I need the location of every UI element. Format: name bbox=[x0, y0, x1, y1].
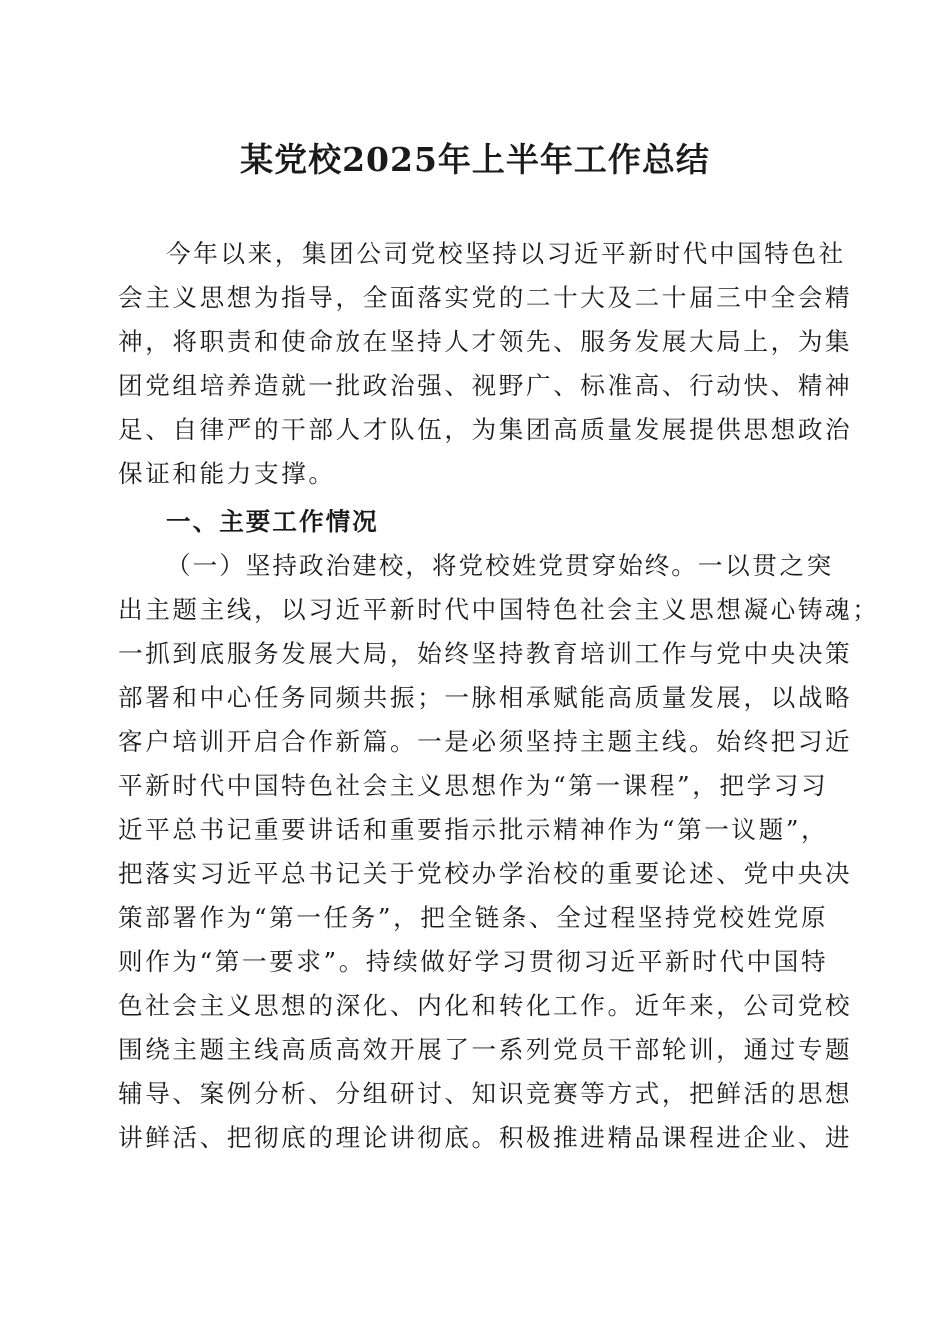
body-line: 平新时代中国特色社会主义思想作为“第一课程”，把学习习 bbox=[118, 771, 829, 800]
sub-heading-line bbox=[166, 544, 834, 588]
body-line: 围绕主题主线高质高效开展了一系列党员干部轮训，通过专题 bbox=[118, 1035, 853, 1064]
sub-heading-tail: 一以贯之突 bbox=[697, 551, 834, 580]
intro-line: 会主义思想为指导，全面落实党的二十大及二十届三中全会精 bbox=[118, 283, 853, 312]
body-line: 近平总书记重要讲话和重要指示批示精神作为“第一议题”， bbox=[118, 815, 829, 844]
body-line: 策部署作为“第一任务”，把全链条、全过程坚持党校姓党原 bbox=[118, 903, 829, 932]
document-title: 某党校2025年上半年工作总结 bbox=[240, 140, 710, 179]
section-heading: 一、主要工作情况 bbox=[166, 507, 379, 536]
body-line: 一抓到底服务发展大局，始终坚持教育培训工作与党中央决策 bbox=[118, 639, 853, 668]
body-line: 部署和中心任务同频共振；一脉相承赋能高质量发展，以战略 bbox=[118, 683, 853, 712]
body-line: 把落实习近平总书记关于党校办学治校的重要论述、党中央决 bbox=[118, 859, 853, 888]
body-line: 则作为“第一要求”。持续做好学习贯彻习近平新时代中国特 bbox=[118, 947, 829, 976]
body-line: 出主题主线，以习近平新时代中国特色社会主义思想凝心铸魂； bbox=[118, 595, 880, 624]
body-line: 辅导、案例分析、分组研讨、知识竞赛等方式，把鲜活的思想 bbox=[118, 1079, 853, 1108]
intro-line: 保证和能力支撑。 bbox=[118, 459, 336, 488]
body-line: 色社会主义思想的深化、内化和转化工作。近年来，公司党校 bbox=[118, 991, 853, 1020]
intro-line: 神，将职责和使命放在坚持人才领先、服务发展大局上，为集 bbox=[118, 327, 853, 356]
intro-line: 今年以来，集团公司党校坚持以习近平新时代中国特色社 bbox=[166, 239, 846, 268]
intro-line: 足、自律严的干部人才队伍，为集团高质量发展提供思想政治 bbox=[118, 415, 853, 444]
body-line: 讲鲜活、把彻底的理论讲彻底。积极推进精品课程进企业、进 bbox=[118, 1123, 853, 1152]
body-line: 客户培训开启合作新篇。一是必须坚持主题主线。始终把习近 bbox=[118, 727, 853, 756]
intro-line: 团党组培养造就一批政治强、视野广、标准高、行动快、精神 bbox=[118, 371, 853, 400]
sub-heading: （一）坚持政治建校，将党校姓党贯穿始终。 bbox=[166, 551, 698, 580]
